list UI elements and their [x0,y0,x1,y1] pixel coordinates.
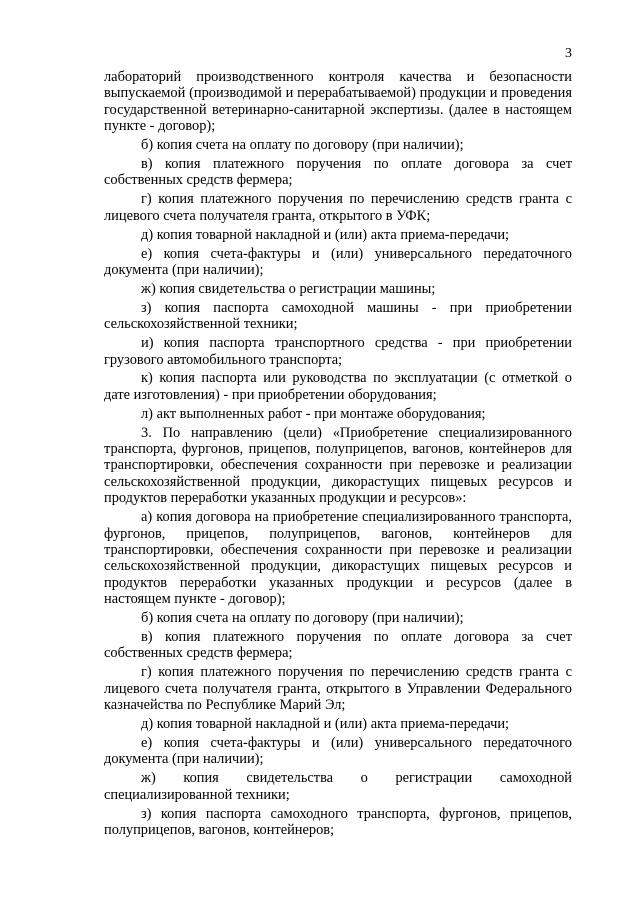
paragraph-item-l: л) акт выполненных работ - при монтаже оборудования; [141,405,486,422]
paragraph-item-d: д) копия товарной накладной и (или) акта приема-передачи; [141,226,510,243]
paragraph-item-d-2: д) копия товарной накладной и (или) акта приема-передачи; [141,716,510,733]
paragraph-item-zh: ж) копия свидетельства о регистрации машины; [141,280,436,297]
paragraph-item-z: з) копия паспорта самоходной машины - при приобретении сельскохозяйственной техники; [104,299,572,333]
paragraph-item-k: к) копия паспорта или руководства по эксплуатации (с отметкой о дате изготовления) - при приобретении оборудования; [104,370,572,403]
paragraph-section-3: 3. По направлению (цели) «Приобретение специализированного транспорта, фургонов, прицепов, полуприцепов, вагонов, контейнеров для транспортировки, обеспечения сохранности при перевозке и реализации сельскохозяйственной продукции, дикорастущих пищевых ресурсов и продуктов переработки указанных продукции и ресурсов»: [104,424,572,507]
paragraph-item-e: е) копия счета-фактуры и (или) универсального передаточного документа (при наличии); [104,245,572,278]
paragraph-item-z-2: з) копия паспорта самоходного транспорта, фургонов, прицепов, полуприцепов, вагонов, контейнеров; [104,805,572,838]
body-text [104,69,572,841]
paragraph-item-b: б) копия счета на оплату по договору (при наличии); [141,137,464,154]
paragraph-item-g: г) копия платежного поручения по перечислению средств гранта с лицевого счета получателя гранта, открытого в УФК; [104,191,572,224]
paragraph-item-v-2: в) копия платежного поручения по оплате договора за счет собственных средств фермера; [104,629,572,662]
paragraph-continuation: лабораторий производственного контроля качества и безопасности выпускаемой (производимой и перерабатываемой) продукции и проведения государственной ветеринарно-санитарной экспертизы. (далее в настоящем пункте - договор); [104,69,572,135]
paragraph-item-i: и) копия паспорта транспортного средства - при приобретении грузового автомобильного транспорта; [104,335,572,368]
paragraph-item-e-2: е) копия счета-фактуры и (или) универсального передаточного документа (при наличии); [104,734,572,768]
paragraph-item-a: а) копия договора на приобретение специализированного транспорта, фургонов, прицепов, полуприцепов, вагонов, контейнеров для транспортировки, обеспечения сохранности при перевозке и реализации сельскохозяйственной продукции, дикорастущих пищевых ресурсов и продуктов переработки указанных продукции и ресурсов (далее в настоящем пункте - договор); [104,509,572,608]
paragraph-item-zh-2: ж) копия свидетельства о регистрации самоходной специализированной техники; [104,770,572,803]
paragraph-item-g-2: г) копия платежного поручения по перечислению средств гранта с лицевого счета получателя гранта, открытого в Управлении Федерального казначейства по Республике Марий Эл; [104,664,572,714]
paragraph-item-v: в) копия платежного поручения по оплате договора за счет собственных средств фермера; [104,156,572,189]
page-number: 3 [565,46,572,61]
paragraph-item-b-2: б) копия счета на оплату по договору (при наличии); [141,610,464,627]
